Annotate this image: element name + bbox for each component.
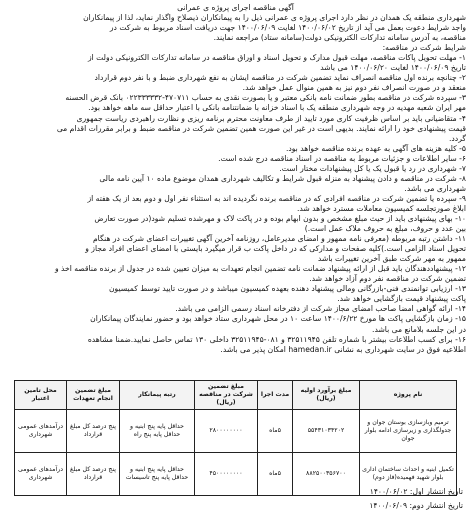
notice-line: ۱۵- زمان بازگشایی پاکت ها مورخ ۱۴۰۰/۶/۲۲ ساعت ۱۰ در محل شهرداری ستاد خواهد بود و حضور نمایندگان پیمانکاران bbox=[90, 314, 466, 324]
cell-guarantee: ۲۸۰۰۰۰۰۰۰۰ bbox=[195, 410, 258, 453]
notice-line: ۹- سپرده یا تضمین شرکت در مناقصه افرادی که در مناقصه برنده نگردیده اند به استثناء نفر اول و دوم بعد از یک هفته از bbox=[87, 193, 466, 203]
notice-line: ۳- سپرده شرکت در مناقصه بطور ضمانت نامه بانکی معتبر و یا بصورت نقدی به حساب ۴۷۰۷۱۱-۰۲۲۳۳۳۳۳۲ بانک قرض الحسنه bbox=[65, 93, 466, 103]
notice-line: تضمین شرکت در مناقصه نفر دوم آزاد خواهد شد. bbox=[309, 274, 466, 284]
table-row bbox=[15, 410, 457, 453]
cell-estimate: ۸۸۲۵۰۰۳۵۶۷۰۰ bbox=[293, 453, 360, 496]
tender-table bbox=[14, 380, 457, 496]
notice-line: منعقد و در صورت انصراف نفر دوم نیز به همین منوال عمل خواهد شد. bbox=[242, 83, 466, 93]
cell-duration: ۵ماه bbox=[258, 410, 293, 453]
cell-performance: پنج درصد کل مبلغ قرارداد bbox=[67, 453, 120, 496]
column-header: نام پروژه bbox=[360, 381, 457, 410]
notice-line: ابلاغ صورتجلسه کمیسیون معاملات مسترد خواهد شد. bbox=[296, 203, 466, 213]
publish-dates bbox=[369, 487, 463, 515]
notice-line: تحویل اسناد الزامی است.)کلیه صفحات و مدارکی که در داخل پاکت ب قرار میگیرد بایستی با امضای اعضای افراد مجاز و bbox=[85, 244, 466, 254]
column-header: محل تامین اعتبار bbox=[15, 381, 67, 410]
cell-guarantee: ۴۵۰۰۰۰۰۰۰۰ bbox=[195, 453, 258, 496]
second-publish-date: تاریخ انتشار دوم: ۱۴۰۰/۰۶/۰۹ bbox=[369, 501, 463, 510]
cell-estimate: ۵۵۴۳۱۰۳۴۲۰۲ bbox=[293, 410, 360, 453]
column-header: مبلغ برآورد اولیه (ریال) bbox=[293, 381, 360, 410]
notice-body bbox=[5, 3, 466, 355]
notice-line: واجد شرایط دعوت بعمل می آید از تاریخ ۱۴۰۰/۰۶/۰۲ لغایت ۱۴۰۰/۰۶/۰۹ جهت دریافت اسناد مربوط به شرکت در bbox=[109, 23, 466, 33]
cell-grade: حداقل پایه پنج ابنیه و حداقل پایه پنج تاسیسات bbox=[120, 453, 195, 496]
notice-line: شهرداری می باشد. bbox=[404, 183, 466, 193]
column-header: رتبه پیمانکار bbox=[120, 381, 195, 410]
notice-line: ۱۲- پیشنهاددهندگان باید قبل از ارائه پیشنهاد ضمانت نامه تضمین انجام تعهدات به میزان تعیین شده در جدول از برنده مناقصه اخذ و bbox=[54, 264, 466, 274]
notice-line: ۴- متقاضیانی باید بر اساس ظرفیت کاری مورد تایید از طرف معاونت محترم برنامه ریزی و نظارت راهبردی ریاست جمهوری bbox=[76, 113, 466, 123]
column-header: مبلغ تضمین شرکت در مناقصه (ریال) bbox=[195, 381, 258, 410]
cell-funding: درآمدهای عمومی شهرداری bbox=[15, 453, 67, 496]
cell-funding: درآمدهای عمومی شهرداری bbox=[15, 410, 67, 453]
column-header: مبلغ تضمین انجام تعهدات bbox=[67, 381, 120, 410]
notice-line: ممهور به مهر شرکت طبق آخرین تغییرات باشد bbox=[317, 254, 466, 264]
notice-line: اطلاعیه فوق در سایت شهرداری به نشانی hamedan.ir امکان پذیر می باشد. bbox=[220, 344, 466, 354]
notice-line: ۱۶- برای کسب اطلاعات بیشتر با شماره تلفن ۳۲۵۱۱۹۴۵ و ۰۸۱-۳۲۵۱۱۹۴۵ داخلی ۱۳۰ تماس حاصل نمایید.ضمنا مشاهده bbox=[87, 334, 466, 344]
table-header-row bbox=[15, 381, 457, 410]
cell-grade: حداقل پایه پنج ابنیه و حداقل پایه پنج راه bbox=[120, 410, 195, 453]
notice-line: ۷- شهرداری در رد یا قبول یک یا کل پیشنهادات مختار است. bbox=[279, 163, 466, 173]
notice-line: ۸- شرکت در مناقصه و دادن پیشنهاد به منزله قبول شرایط و تکالیف شهرداری همدان موضوع ماده ۱۰ آیین نامه مالی bbox=[99, 173, 466, 183]
notice-line: ۵- کلیه هزینه های آگهی به عهده برنده مناقصه خواهد بود. bbox=[285, 143, 466, 153]
notice-line: مهر ایران شعبه مهدیه در وجه شهرداری منطقه یک با اسناد خزانه با ضمانتنامه بانکی با اعتبار حداقل سه ماهه خواهد بود. bbox=[88, 103, 466, 113]
notice-conditions-heading: شرایط شرکت در مناقصه: bbox=[382, 43, 466, 53]
cell-project: تکمیل ابنیه و احداث ساختمان اداری بلوار شهید فهمیده(فاز دوم) bbox=[360, 453, 457, 496]
notice-line: در این جلسه بلامانع می باشد. bbox=[372, 324, 466, 334]
notice-line: بین عدد و حروف، مبلغ به حروف ملاک عمل است.) bbox=[304, 224, 466, 234]
cell-duration: ۵ماه bbox=[258, 453, 293, 496]
cell-performance: پنج درصد کل مبلغ قرارداد bbox=[67, 410, 120, 453]
notice-line: ۱۴- ارائه گواهی امضا صاحب امضای مجاز شرکت از دفترخانه اسناد رسمی الزامی می باشد. bbox=[175, 304, 466, 314]
notice-line: قیمت پیشنهادی خود را ارائه نمایند. بدیهی است در غیر این صورت همین تضمین شرکت در مناقصه ضبط و برابر مقررات اقدام می bbox=[56, 123, 466, 133]
notice-line: تاریخ ۱۴۰۰/۰۶/۰۹ لغایت ۱۴۰۰/۰۶/۲۰ می باشد bbox=[320, 63, 466, 73]
column-header: مدت اجرا bbox=[258, 381, 293, 410]
notice-title: آگهی مناقصه اجرای پروژه ی عمرانی bbox=[177, 3, 294, 12]
notice-line: ۱۰- بهای پیشنهادی باید از حیث مبلغ مشخص و بدون ابهام بوده و در پاکت لاک و مهرشده تسلیم شود(در صورت تعارض bbox=[94, 213, 466, 223]
notice-line: شهرداری منطقه یک همدان در نظر دارد اجرای پروژه ی عمرانی ذیل را به پیمانکاران ذیصلاح واگذار نماید، لذا از پیمانکاران bbox=[83, 13, 466, 23]
notice-line: ۱۱- داشتن رتبه مربوطه (معرفی نامه ممهور و امضای مدیرعامل، روزنامه آخرین آگهی تغییرات اعضای شرکت در هنگام bbox=[92, 234, 466, 244]
notice-line: مناقصه، به آدرس سامانه تدارکات الکترونیکی دولت(سامانه ستاد) مراجعه نمایند. bbox=[213, 33, 466, 43]
first-publish-date: تاریخ انتشار اول: ۱۴۰۰/۰۶/۰۲ bbox=[369, 487, 463, 496]
notice-line: ۱۳- ارزیابی توانمندی فنی-بازرگانی ومالی پیشنهاد دهنده بعهده کمیسیون میباشد و در صورت تایید توسط کمیسیون bbox=[108, 284, 466, 294]
notice-line: گردد. bbox=[449, 133, 466, 143]
notice-line: پاکت پیشنهاد قیمت بازگشایی خواهد شد. bbox=[337, 294, 466, 304]
notice-line: ۶- سایر اطلاعات و جزئیات مربوط به مناقصه در اسناد مناقصه درج شده است. bbox=[218, 153, 466, 163]
notice-line: ۱- مهلت تحویل پاکات مناقصه، مهلت قبول مدارک و تحویل اسناد و اوراق مناقصه در سامانه تدارکات الکترونیکی دولت از bbox=[87, 53, 466, 63]
cell-project: ترمیم وبازسازی بوستان جوان و جدولگذاری و زیرسازی ادامه بلوار جوان bbox=[360, 410, 457, 453]
notice-line: ۲- چنانچه برنده اول مناقصه انصراف نماید تضمین شرکت در مناقصه ایشان به نفع شهرداری ضبط و با نفر دوم قرارداد bbox=[94, 73, 466, 83]
